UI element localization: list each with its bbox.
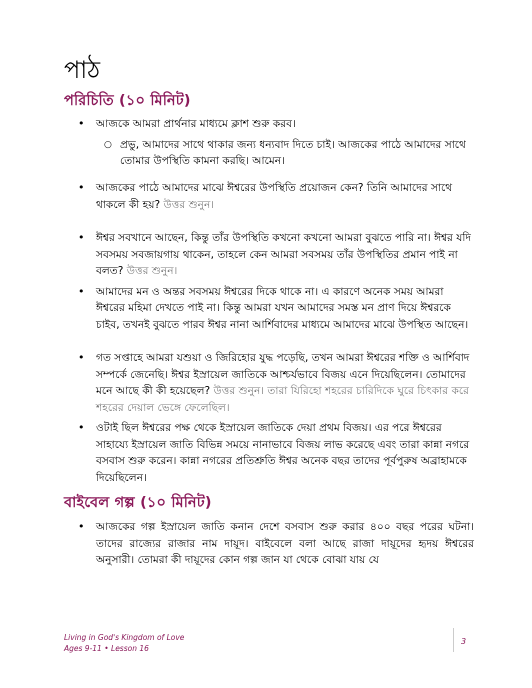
answer-note: উত্তর শুনুন। তারা যিরিহো শহরের চারিদিকে ঘুরে চিৎকার করে শহরের দেয়াল ভেঙ্গে ফেলেছিল। xyxy=(96,385,469,414)
answer-note: উত্তর শুনুন। xyxy=(126,265,178,277)
list-item xyxy=(64,519,474,569)
introduction-list-3 xyxy=(64,230,474,337)
section-heading-introduction: পরিচিতি (১০ মিনিট) xyxy=(64,93,191,109)
introduction-list-2 xyxy=(64,180,474,217)
list-item xyxy=(64,350,474,416)
list-item xyxy=(64,116,474,133)
prayer-sub-item xyxy=(64,137,474,170)
prayer-text: প্রভু, আমাদের সাথে থাকার জন্য ধন্যবাদ দিতে চাই। আজকের পাঠে আমাদের সাথে তোমার উপস্থিতি কামনা করছি। আমেন। xyxy=(120,138,466,167)
list-item-text: ওটাই ছিল ঈশ্বরের পক্ষ থেকে ইস্রায়েল জাতিকে দেয়া প্রথম বিজয়। এর পরে ঈশ্বরের সাহায্যে ইস্রায়েল জাতি বিভিন্ন সময়ে নানাভাবে বিজয় লাভ করেছে এবং তারা কান্না নগরে বসবাস শুরু করেন। কান্না নগরের প্রতিশ্রুতি ঈশ্বর অনেক বছর তাদের পূর্বপুরুষ অব্রাহামকে দিয়েছিলেন। xyxy=(96,422,470,484)
list-item-text: আমাদের মন ও অন্তর সবসময় ঈশ্বরের দিকে থাকে না। এ কারণে অনেক সময় আমরা ঈশ্বরের মহিমা দেখতে পাই না। কিন্তু আমরা যখন আমাদের সমস্ত মন প্রাণ দিয়ে ঈশ্বরকে চাইব, তখনই বুঝতে পারব ঈশ্বর নানা আর্শিবাদের মাধ্যমে আমাদের মাঝে উপস্থিত আছেন। xyxy=(96,285,469,331)
page-title: পাঠ xyxy=(64,56,101,84)
footer-divider xyxy=(453,628,454,652)
list-item-text: আজকের পাঠে আমাদের মাঝে ঈশ্বরের উপস্থিতি প্রয়োজন কেন? তিনি আমাদের সাথে থাকলে কী হয়? xyxy=(96,182,453,211)
list-item-text: আজকের গল্প ইস্রায়েল জাতি কনান দেশে বসবাস শুরু করার ৪০০ বছর পরের ঘটনা। তাদের রাজ্যের রাজার নাম দায়ূদ। বাইবেলে বলা আছে রাজা দায়ূদের হৃদয় ঈশ্বরের অনুসারী। তোমরা কী দায়ূদের কোন গল্প জান যা থেকে বোঝা যায় যে xyxy=(96,521,474,566)
list-item xyxy=(64,180,474,213)
section-heading-bible-story: বাইবেল গল্প (১০ মিনিট) xyxy=(64,495,212,511)
page-number: 3 xyxy=(461,637,467,646)
introduction-list-4 xyxy=(64,350,474,490)
list-item-text: ঈশ্বর সবখানে আছেন, কিন্তু তাঁর উপস্থিতি কখনো কখনো আমরা বুঝতে পারি না। ঈশ্বর যদি সবসময় সবজায়গায় থাকেন, তাহলে কেন আমরা সবসময় তাঁর উপস্থিতির প্রমান পাই না বলত? xyxy=(96,232,471,277)
footer-lesson-info: Ages 9-11 • Lesson 16 xyxy=(64,644,149,653)
list-item xyxy=(64,284,474,334)
answer-note: উত্তর শুনুন। xyxy=(163,198,215,211)
introduction-list xyxy=(64,116,474,170)
list-item-text: গত সপ্তাহে আমরা যশুয়া ও জিরিহোর যুদ্ধ পড়েছি, তখন আমরা ঈশ্বরের শক্তি ও আর্শিবাদ সম্পর্কে জেনেছি। ঈশ্বর ইস্রায়েল জাতিকে আশ্চর্যভাবে বিজয় এনে দিয়েছিলেন। তোমাদের মনে আছে কী কী হয়েছেল? xyxy=(96,352,470,397)
footer-curriculum-title: Living in God's Kingdom of Love xyxy=(64,633,185,642)
bible-story-list xyxy=(64,519,474,573)
list-item xyxy=(64,230,474,280)
list-item xyxy=(64,420,474,486)
list-item-text: আজকে আমরা প্রার্থনার মাধ্যমে ক্লাশ শুরু করব। xyxy=(96,118,296,130)
